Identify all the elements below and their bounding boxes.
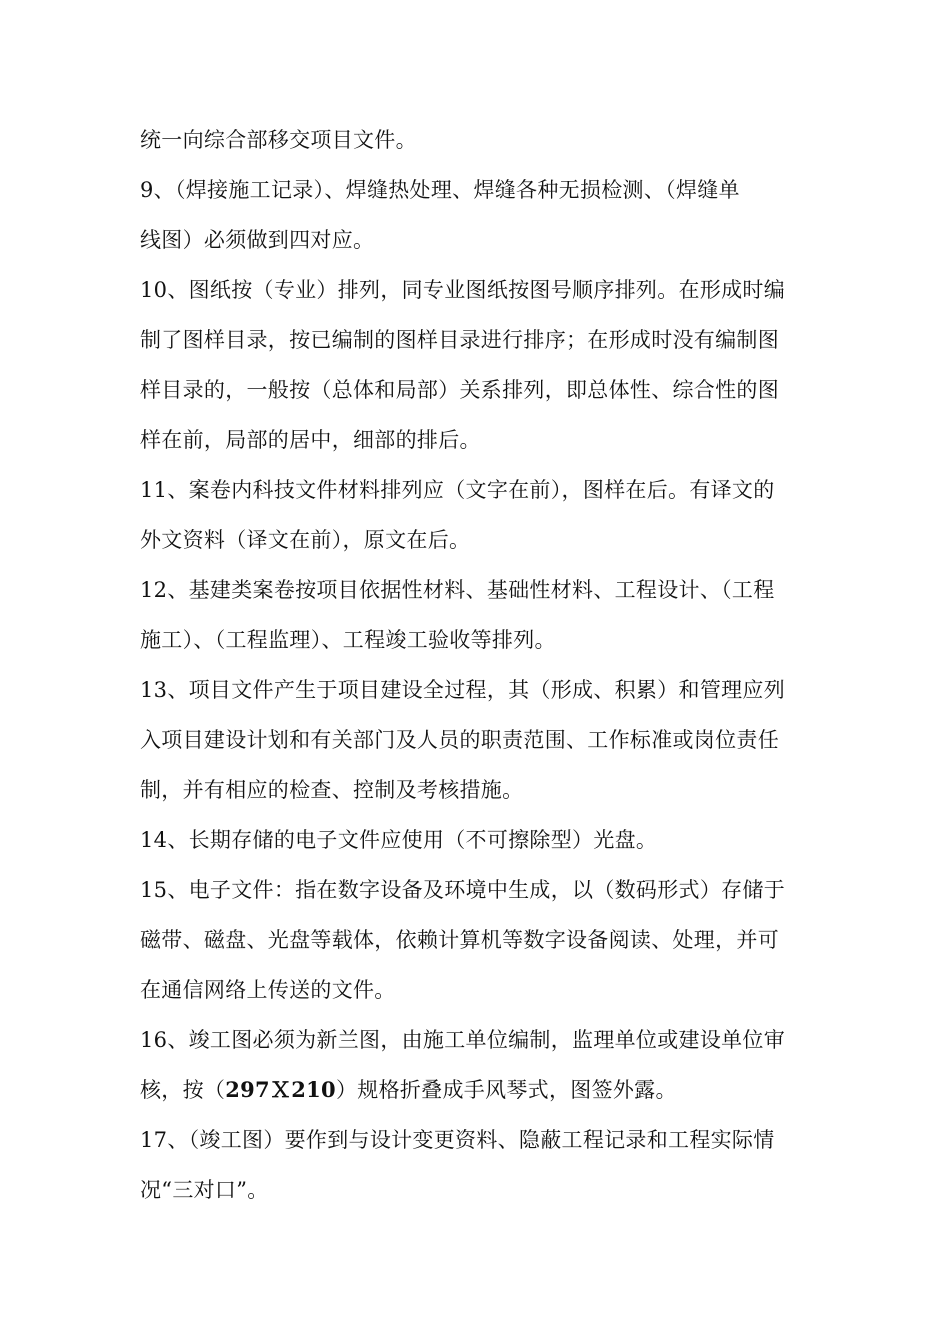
text-line: 16、竣工图必须为新兰图，由施工单位编制，监理单位或建设单位审 xyxy=(140,1028,786,1052)
text-line: 磁带、磁盘、光盘等载体，依赖计算机等数字设备阅读、处理，并可 xyxy=(140,928,779,952)
text-line: 线图）必须做到四对应。 xyxy=(140,228,375,252)
dimension-text: 297Ｘ210 xyxy=(225,1077,336,1102)
text-line: 施工）、（工程监理）、工程竣工验收等排列。 xyxy=(140,628,556,652)
text-line: 入项目建设计划和有关部门及人员的职责范围、工作标准或岗位责任 xyxy=(140,728,779,752)
text-line: 制了图样目录，按已编制的图样目录进行排序；在形成时没有编制图 xyxy=(140,328,779,352)
text-line: 17、（竣工图）要作到与设计变更资料、隐蔽工程记录和工程实际情 xyxy=(140,1128,775,1152)
text-line: 样目录的，一般按（总体和局部）关系排列，即总体性、综合性的图 xyxy=(140,378,779,402)
text-line: 14、长期存储的电子文件应使用（不可擦除型）光盘。 xyxy=(140,828,658,852)
text-line: 况“三对口”。 xyxy=(140,1178,269,1202)
text-line: 9、（焊接施工记录）、焊缝热处理、焊缝各种无损检测、（焊缝单 xyxy=(140,178,740,202)
text-line: 13、项目文件产生于项目建设全过程，其（形成、积累）和管理应列 xyxy=(140,678,786,702)
text-line: 外文资料（译文在前），原文在后。 xyxy=(140,528,471,552)
text-line: 制，并有相应的检查、控制及考核措施。 xyxy=(140,778,524,802)
text-line: 11、案卷内科技文件材料排列应（文字在前），图样在后。有译文的 xyxy=(140,478,775,502)
text-line: 10、图纸按（专业）排列，同专业图纸按图号顺序排列。在形成时编 xyxy=(140,278,786,302)
text-line: 15、电子文件：指在数字设备及环境中生成，以（数码形式）存储于 xyxy=(140,878,786,902)
text-line: 在通信网络上传送的文件。 xyxy=(140,978,396,1002)
text-line: 统一向综合部移交项目文件。 xyxy=(140,128,417,152)
text-line: 12、基建类案卷按项目依据性材料、基础性材料、工程设计、（工程 xyxy=(140,578,775,602)
text-line: 样在前，局部的居中，细部的排后。 xyxy=(140,428,481,452)
text-line: 核，按（297Ｘ210）规格折叠成手风琴式，图签外露。 xyxy=(140,1077,677,1102)
